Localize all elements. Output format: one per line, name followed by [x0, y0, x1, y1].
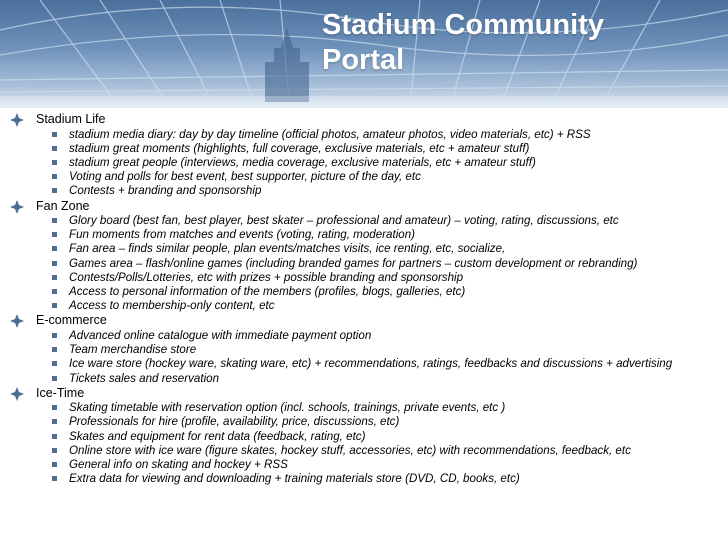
square-bullet-icon — [52, 303, 57, 308]
square-bullet-icon — [52, 434, 57, 439]
section-heading — [0, 313, 728, 329]
square-bullet-icon — [52, 361, 57, 366]
square-bullet-icon — [52, 232, 57, 237]
square-bullet-icon — [52, 174, 57, 179]
section-heading — [0, 386, 728, 402]
page-title — [322, 8, 722, 78]
square-bullet-icon — [52, 462, 57, 467]
diamond-bullet-icon — [10, 113, 24, 127]
square-bullet-icon — [52, 419, 57, 424]
square-bullet-icon — [52, 218, 57, 223]
list-item: Glory board (best fan, best player, best skater – professional and amateur) – voting, rating, discussions, etc — [0, 214, 728, 228]
square-bullet-icon — [52, 146, 57, 151]
section-ice-time — [0, 386, 728, 487]
section-e-commerce — [0, 313, 728, 385]
section-stadium-life — [0, 112, 728, 199]
list-item: General info on skating and hockey + RSS — [0, 458, 728, 472]
list-item: Ice ware store (hockey ware, skating ware, etc) + recommendations, ratings, feedbacks and discussions + advertising — [0, 357, 728, 371]
list-item: stadium great moments (highlights, full coverage, exclusive materials, etc + amateur stuff) — [0, 142, 728, 156]
list-item: Access to personal information of the members (profiles, blogs, galleries, etc) — [0, 285, 728, 299]
list-item: Extra data for viewing and downloading + training materials store (DVD, CD, books, etc) — [0, 472, 728, 486]
bullet-content — [0, 112, 728, 486]
list-item: stadium media diary: day by day timeline (official photos, amateur photos, video materials, etc) + RSS — [0, 128, 728, 142]
list-item: Voting and polls for best event, best supporter, picture of the day, etc — [0, 170, 728, 184]
diamond-bullet-icon — [10, 314, 24, 328]
square-bullet-icon — [52, 246, 57, 251]
square-bullet-icon — [52, 405, 57, 410]
square-bullet-icon — [52, 333, 57, 338]
diamond-bullet-icon — [10, 200, 24, 214]
list-item: Fun moments from matches and events (voting, rating, moderation) — [0, 228, 728, 242]
list-item: Skates and equipment for rent data (feedback, rating, etc) — [0, 430, 728, 444]
list-item: Access to membership-only content, etc — [0, 299, 728, 313]
square-bullet-icon — [52, 275, 57, 280]
section-label: Stadium Life — [36, 112, 106, 126]
title-line-2: Portal — [322, 44, 405, 76]
section-label: Ice-Time — [36, 385, 85, 400]
list-item: Skating timetable with reservation option (incl. schools, trainings, private events, etc ) — [0, 401, 728, 415]
square-bullet-icon — [52, 132, 57, 137]
square-bullet-icon — [52, 188, 57, 193]
list-item: Online store with ice ware (figure skates, hockey stuff, accessories, etc) with recommendations, feedback, etc — [0, 444, 728, 458]
list-item: Tickets sales and reservation — [0, 372, 728, 386]
section-heading — [0, 199, 728, 215]
square-bullet-icon — [52, 376, 57, 381]
list-item: Professionals for hire (profile, availability, price, discussions, etc) — [0, 415, 728, 429]
list-item: Contests/Polls/Lotteries, etc with prizes + possible branding and sponsorship — [0, 271, 728, 285]
section-fan-zone — [0, 199, 728, 314]
square-bullet-icon — [52, 261, 57, 266]
section-label: E-commerce — [36, 313, 107, 328]
square-bullet-icon — [52, 289, 57, 294]
section-heading — [0, 112, 728, 128]
list-item: Games area – flash/online games (including branded games for partners – custom development or rebranding) — [0, 257, 728, 271]
diamond-bullet-icon — [10, 387, 24, 401]
title-line-1: Stadium Community — [322, 9, 604, 41]
list-item: Team merchandise store — [0, 343, 728, 357]
list-item: Advanced online catalogue with immediate payment option — [0, 329, 728, 343]
list-item: Contests + branding and sponsorship — [0, 184, 728, 198]
list-item: stadium great people (interviews, media coverage, exclusive materials, etc + amateur stuff) — [0, 156, 728, 170]
square-bullet-icon — [52, 476, 57, 481]
list-item: Fan area – finds similar people, plan events/matches visits, ice renting, etc, socialize, — [0, 242, 728, 256]
section-label: Fan Zone — [36, 198, 90, 213]
square-bullet-icon — [52, 448, 57, 453]
square-bullet-icon — [52, 347, 57, 352]
header-banner — [0, 0, 728, 108]
square-bullet-icon — [52, 160, 57, 165]
